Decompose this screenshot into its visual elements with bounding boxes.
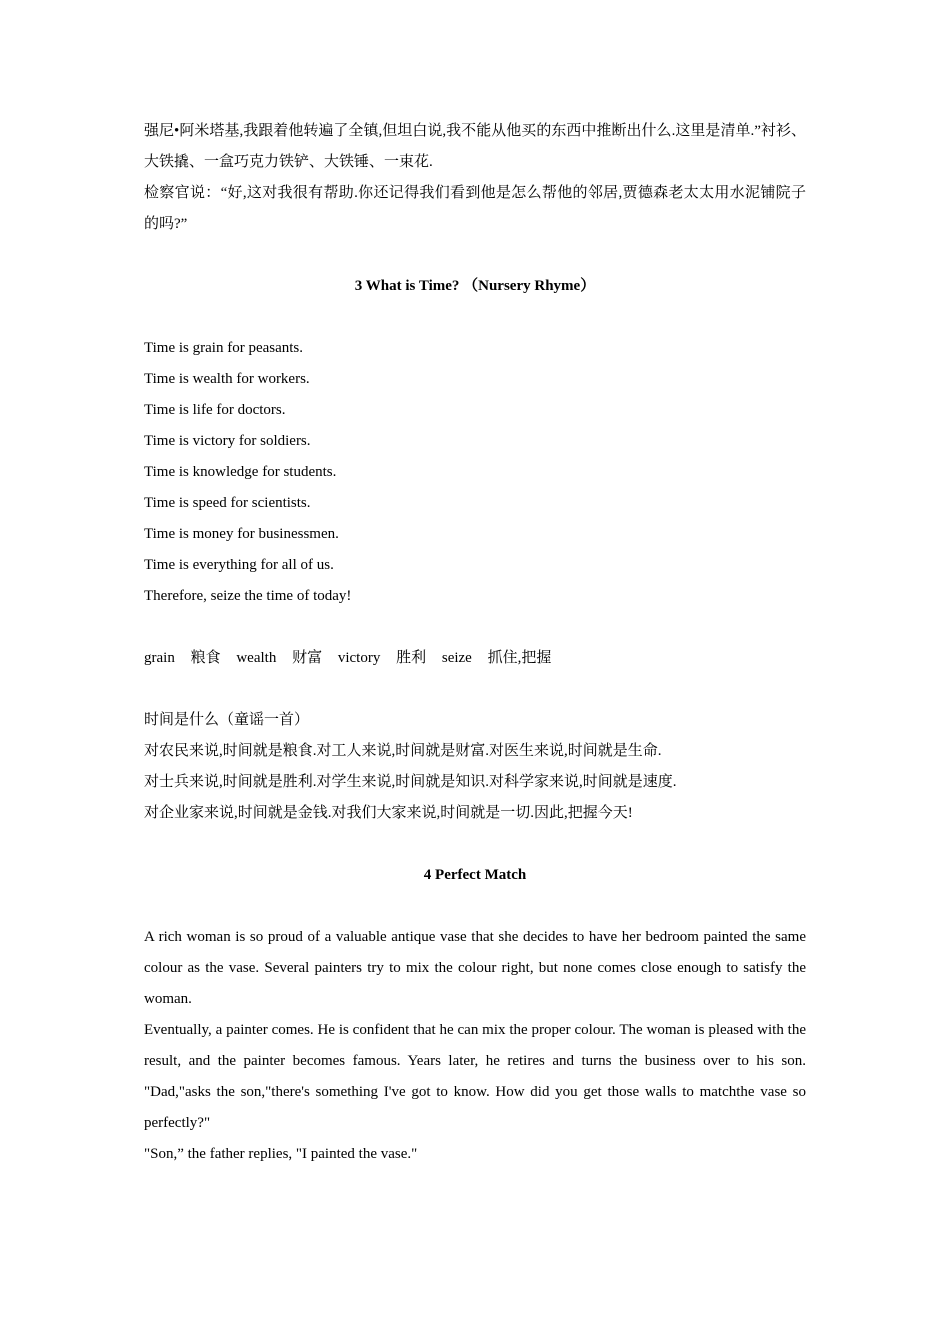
rhyme-chinese-line: 对士兵来说,时间就是胜利.对学生来说,时间就是知识.对科学家来说,时间就是速度. bbox=[144, 774, 677, 790]
vocabulary-line bbox=[144, 643, 806, 674]
rhyme-chinese-title: 时间是什么（童谣一首） bbox=[144, 712, 310, 728]
section4-paragraph-2: Eventually, a painter comes. He is confident that he can mix the proper colour. The woman is pleased with the result, and the painter becomes famous. Years later, he retires and turns the business over to his son. "Dad,"asks the son,"there's something I've got to know. How did you get those walls to matchthe vase so perfectly?" bbox=[144, 1022, 806, 1131]
vocab-word: wealth bbox=[236, 650, 277, 666]
section4-paragraph-3: "Son,” the father replies, "I painted the vase." bbox=[144, 1146, 418, 1162]
rhyme-line: Therefore, seize the time of today! bbox=[144, 588, 352, 604]
rhyme-line: Time is knowledge for students. bbox=[144, 464, 337, 480]
vocab-meaning: 抓住,把握 bbox=[487, 650, 552, 666]
vocab-word: seize bbox=[441, 650, 472, 666]
rhyme-line: Time is everything for all of us. bbox=[144, 557, 334, 573]
vocab-word: victory bbox=[337, 650, 381, 666]
document-page bbox=[144, 116, 806, 1170]
rhyme-line: Time is speed for scientists. bbox=[144, 495, 311, 511]
vocab-word: grain bbox=[144, 650, 175, 666]
rhyme-line: Time is grain for peasants. bbox=[144, 340, 304, 356]
section4-title: 4 Perfect Match bbox=[423, 867, 527, 883]
story2-paragraph-1: 强尼•阿米塔基,我跟着他转遍了全镇,但坦白说,我不能从他买的东西中推断出什么.这里是清单.”衬衫、大铁撬、一盒巧克力铁铲、大铁锤、一束花. bbox=[144, 123, 806, 170]
rhyme-line: Time is money for businessmen. bbox=[144, 526, 339, 542]
vocab-meaning: 财富 bbox=[292, 650, 323, 666]
rhyme-chinese-line: 对农民来说,时间就是粮食.对工人来说,时间就是财富.对医生来说,时间就是生命. bbox=[144, 743, 662, 759]
rhyme-line: Time is wealth for workers. bbox=[144, 371, 310, 387]
section3-title: 3 What is Time? （Nursery Rhyme） bbox=[354, 278, 596, 294]
rhyme-line: Time is victory for soldiers. bbox=[144, 433, 311, 449]
rhyme-lines bbox=[144, 333, 806, 612]
vocab-meaning: 胜利 bbox=[396, 650, 427, 666]
vocab-meaning: 粮食 bbox=[190, 650, 221, 666]
rhyme-line: Time is life for doctors. bbox=[144, 402, 286, 418]
rhyme-chinese-line: 对企业家来说,时间就是金钱.对我们大家来说,时间就是一切.因此,把握今天! bbox=[144, 805, 633, 821]
section4-paragraph-1: A rich woman is so proud of a valuable antique vase that she decides to have her bedroom painted the same colour as the vase. Several painters try to mix the colour right, but none comes close enough to satisfy the woman. bbox=[144, 929, 806, 1007]
story2-paragraph-2: 检察官说：“好,这对我很有帮助.你还记得我们看到他是怎么帮他的邻居,贾德森老太太用水泥铺院子的吗?” bbox=[144, 185, 806, 232]
